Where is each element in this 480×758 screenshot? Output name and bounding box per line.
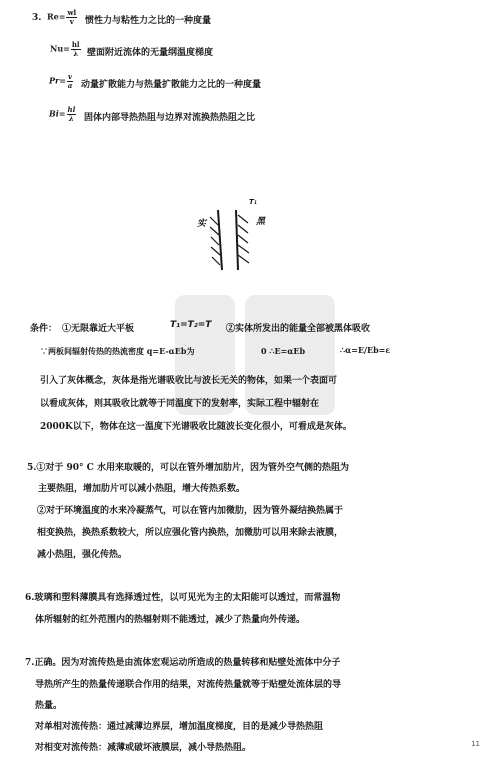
item5-line-2: 主要热阻，增加肋片可以减小热阻，增大传热系数。	[38, 484, 246, 494]
item6-line-2: 体所辐射的红外范围内的热辐射则不能透过，减少了热量向外传递。	[35, 615, 306, 625]
item7-line-3: 热量。	[35, 701, 63, 711]
item7-line-4: 对单相对流传热：通过减薄边界层，增加温度梯度，目的是减少导热热阻	[35, 722, 324, 732]
diagram-label-real-body: 实	[197, 219, 207, 229]
diagram-label-t1: T₁	[249, 198, 257, 206]
gray-body-paragraph-line-1: 引入了灰体概念，灰体是指光谱吸收比与波长无关的物体，如果一个表面可	[40, 376, 338, 386]
parallel-plates-diagram	[170, 195, 290, 285]
absorptivity-relation: ∴α=E/Eb=ε	[340, 345, 391, 355]
condition-label: 条件：	[30, 324, 58, 334]
gray-body-paragraph-line-2: 以看成灰体，则其吸收比就等于同温度下的发射率，实际工程中辐射在	[40, 399, 320, 409]
item5-line-3: ②对于环境温度的水来冷凝蒸气，可以在管内加微肋，因为管外凝结换热属于	[37, 506, 344, 516]
gray-body-paragraph-line-3: 2000K以下，物体在这一温度下光谱吸收比随波长变化很小，可看成是灰体。	[40, 422, 352, 432]
temperature-equation: T₁=T₂=T	[170, 320, 212, 330]
item5-line-4: 相变换热，换热系数较大，所以应强化管内换热，加微肋可以用来除去液膜，	[37, 528, 344, 538]
item-number: 3.	[32, 13, 42, 23]
item6-line-1: 6.玻璃和塑料薄膜具有选择透过性，以可见光为主的太阳能可以透过，而常温物	[25, 593, 341, 603]
condition-1: ①无限靠近大平板	[62, 324, 135, 334]
bi-description: 固体内部导热热阻与边界对流换热热阻之比	[84, 113, 256, 123]
item7-line-1: 7.正确。因为对流传热是由流体宏观运动所造成的热量转移和贴壁处流体中分子	[25, 658, 341, 668]
item7-line-5: 对相变对流传热：减薄或破坏液膜层，减小导热热阻。	[35, 743, 252, 753]
heat-flux-statement: ∵两板间辐射传热的热流密度 q=E-αEb为	[40, 346, 195, 356]
pr-description: 动量扩散能力与热量扩散能力之比的一种度量	[81, 80, 262, 90]
emission-relation: 0 ∴E=αEb	[261, 346, 306, 356]
re-formula: Re= $\frac{wl}{v}$	[47, 8, 77, 26]
condition-2: ②实体所发出的能量全部被黑体吸收	[226, 324, 371, 334]
page-number: 11	[471, 740, 480, 748]
nu-description: 壁面附近流体的无量纲温度梯度	[87, 48, 214, 58]
item7-line-2: 导热所产生的热量传递联合作用的结果，对流传热量就等于贴壁处流体层的导	[35, 680, 342, 690]
item5-line-1: 5.①对于 90° C 水用来取暖的，可以在管外增加肋片，因为管外空气侧的热阻为	[27, 463, 349, 473]
item5-line-5: 减小热阻，强化传热。	[37, 550, 128, 560]
diagram-label-black-body: 黑	[256, 217, 266, 227]
bi-formula: Bi= $\frac{hl}{\lambda}$	[49, 105, 76, 123]
nu-formula: Nu= $\frac{hl}{\lambda}$	[50, 40, 80, 58]
re-description: 惯性力与粘性力之比的一种度量	[85, 16, 212, 26]
pr-formula: Pr= $\frac{v}{a}$	[49, 72, 73, 90]
